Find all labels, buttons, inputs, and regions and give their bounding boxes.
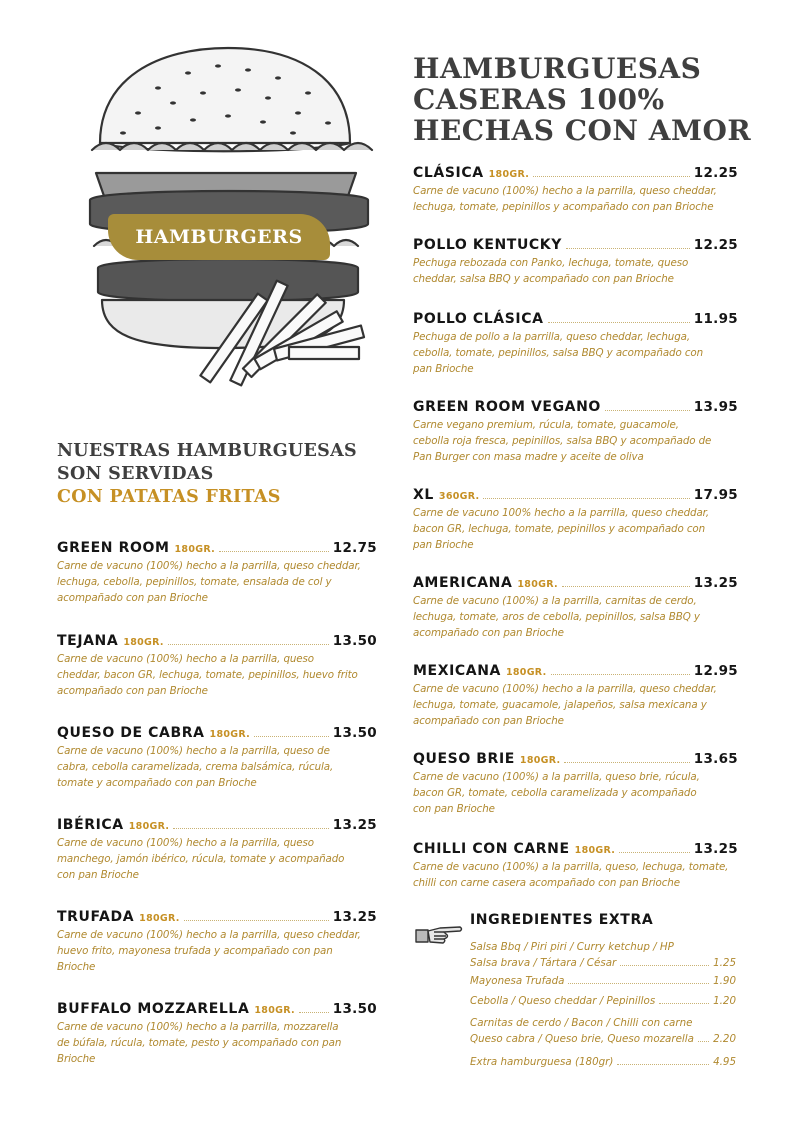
item-description: Carne de vacuno (100%) hecho a la parrilla, queso cheddar, lechuga, tomate, pepinillos y acompañado con pan Brioche: [413, 185, 717, 213]
item-description: Carne de vacuno (100%) hecho a la parrilla, queso cheddar, lechuga, cebolla, pepinillos, tomate, ensalada de col y acompañado con pan Brioche: [57, 560, 361, 604]
item-weight: 180GR.: [139, 913, 180, 924]
extra-item: Extra hamburguesa (180gr) 4.95: [470, 1056, 736, 1068]
item-price: 12.95: [693, 663, 738, 679]
extra-price: 2.20: [713, 1033, 736, 1045]
menu-item: [57, 540, 377, 606]
dot-leader: [173, 828, 329, 829]
item-description: Carne de vacuno (100%) a la parrilla, queso, lechuga, tomate, chilli con carne casera acompañado con pan Brioche: [413, 861, 729, 889]
item-price: 13.95: [693, 399, 738, 415]
item-price: 13.25: [693, 575, 738, 591]
dot-leader: [568, 983, 709, 984]
item-name: TRUFADA: [57, 909, 135, 925]
dot-leader: [168, 644, 329, 645]
menu-item: [413, 751, 738, 817]
item-description: Carne de vacuno 100% hecho a la parrilla, queso cheddar, bacon GR, lechuga, tomate, pepinillos y acompañado con pan Brioche: [413, 507, 710, 551]
dot-leader: [566, 248, 690, 249]
item-name: TEJANA: [57, 633, 119, 649]
dot-leader: [698, 1041, 709, 1042]
menu-item: [413, 399, 738, 465]
extra-price: 1.25: [713, 957, 736, 969]
item-weight: 180GR.: [574, 845, 616, 856]
extra-item: Mayonesa Trufada 1.90: [470, 975, 736, 987]
dot-leader: [254, 736, 329, 737]
item-name: CLÁSICA: [413, 165, 484, 181]
item-name: AMERICANA: [413, 575, 513, 591]
pointing-hand-icon: [414, 922, 464, 946]
item-weight: 180GR.: [517, 579, 558, 590]
extra-item: Carnitas de cerdo / Bacon / Chilli con carne Queso cabra / Queso brie, Queso mozarella 2.20: [470, 1017, 736, 1045]
item-name: MEXICANA: [413, 663, 501, 679]
dot-leader: [551, 674, 690, 675]
menu-item: [413, 165, 738, 215]
extra-price: 1.90: [713, 975, 736, 987]
extra-price: 1.20: [713, 995, 736, 1007]
menu-item: [413, 663, 738, 729]
menu-item: [413, 237, 738, 287]
item-weight: 180GR.: [209, 729, 251, 740]
item-description: Carne de vacuno (100%) hecho a la parrilla, queso manchego, jamón ibérico, rúcula, tomate y acompañado con pan Brioche: [57, 837, 345, 881]
menu-item: [413, 487, 738, 553]
item-name: POLLO KENTUCKY: [413, 237, 562, 253]
item-price: 13.50: [332, 725, 377, 741]
left-heading-line2: SON SERVIDAS: [57, 464, 214, 484]
item-description: Carne de vacuno (100%) a la parrilla, queso brie, rúcula, bacon GR, tomate, cebolla caramelizada y acompañado con pan Brioche: [413, 771, 700, 815]
left-heading-line1: NUESTRAS HAMBURGUESAS: [57, 441, 357, 461]
extras-title: INGREDIENTES EXTRA: [470, 912, 654, 928]
item-weight: 180GR.: [254, 1005, 295, 1016]
title-line3: HECHAS CON AMOR: [413, 114, 752, 147]
item-weight: 180GR.: [488, 169, 530, 180]
item-price: 17.95: [693, 487, 738, 503]
item-name: QUESO BRIE: [413, 751, 515, 767]
item-price: 12.75: [332, 540, 377, 556]
menu-item: [57, 909, 377, 975]
title-line2: CASERAS 100%: [413, 83, 665, 116]
dot-leader: [548, 322, 690, 323]
item-name: IBÉRICA: [57, 817, 124, 833]
item-price: 13.25: [332, 909, 377, 925]
extra-price: 4.95: [713, 1056, 736, 1068]
item-description: Pechuga de pollo a la parrilla, queso cheddar, lechuga, cebolla, tomate, pepinillos, salsa BBQ y acompañado con pan Brioche: [413, 331, 704, 375]
dot-leader: [562, 586, 690, 587]
item-weight: 360GR.: [438, 491, 480, 502]
dot-leader: [620, 965, 709, 966]
item-name: XL: [413, 487, 434, 503]
item-name: CHILLI CON CARNE: [413, 841, 570, 857]
item-price: 12.25: [693, 165, 738, 181]
page-title: [413, 53, 763, 146]
menu-item: [57, 633, 377, 699]
item-description: Carne de vacuno (100%) hecho a la parrilla, mozzarella de búfala, rúcula, tomate, pesto y acompañado con pan Brioche: [57, 1021, 342, 1065]
menu-item: [57, 1001, 377, 1067]
item-weight: 180GR.: [519, 755, 561, 766]
extra-item: Cebolla / Queso cheddar / Pepinillos 1.20: [470, 995, 736, 1007]
dot-leader: [619, 852, 690, 853]
item-name: BUFFALO MOZZARELLA: [57, 1001, 250, 1017]
item-price: 13.25: [332, 817, 377, 833]
item-price: 13.65: [693, 751, 738, 767]
item-description: Carne vegano premium, rúcula, tomate, guacamole, cebolla roja fresca, pepinillos, salsa BBQ y acompañado de Pan Burger con masa madre y aceite de oliva: [413, 419, 712, 463]
item-name: GREEN ROOM VEGANO: [413, 399, 601, 415]
item-description: Carne de vacuno (100%) hecho a la parrilla, queso de cabra, cebolla caramelizada, crema balsámica, rúcula, tomate y acompañado con pan Brioche: [57, 745, 334, 789]
item-description: Carne de vacuno (100%) a la parrilla, carnitas de cerdo, lechuga, tomate, aros de cebolla, pepinillos, salsa BBQ y acompañado con pan Brioche: [413, 595, 700, 639]
dot-leader: [184, 920, 329, 921]
item-weight: 180GR.: [128, 821, 170, 832]
item-price: 11.95: [693, 311, 738, 327]
menu-item: [57, 725, 377, 791]
dot-leader: [564, 762, 689, 763]
item-weight: 180GR.: [123, 637, 164, 648]
menu-item: [57, 817, 377, 883]
item-name: QUESO DE CABRA: [57, 725, 205, 741]
item-price: 13.50: [332, 1001, 377, 1017]
item-description: Carne de vacuno (100%) hecho a la parrilla, queso cheddar, huevo frito, mayonesa trufada y acompañado con pan Brioche: [57, 929, 361, 973]
dot-leader: [483, 498, 689, 499]
item-price: 12.25: [693, 237, 738, 253]
dot-leader: [299, 1012, 329, 1013]
hamburgers-badge: HAMBURGERS: [108, 214, 330, 260]
item-description: Pechuga rebozada con Panko, lechuga, tomate, queso cheddar, salsa BBQ y acompañado con pan Brioche: [413, 257, 689, 285]
left-section-heading: [57, 440, 397, 509]
left-heading-line3: CON PATATAS FRITAS: [57, 487, 281, 507]
menu-item: [413, 841, 738, 891]
dot-leader: [533, 176, 690, 177]
item-weight: 180GR.: [174, 544, 216, 555]
dot-leader: [605, 410, 690, 411]
dot-leader: [219, 551, 329, 552]
dot-leader: [659, 1003, 709, 1004]
extra-item: Salsa Bbq / Piri piri / Curry ketchup / HP Salsa brava / Tártara / César 1.25: [470, 941, 736, 969]
item-name: POLLO CLÁSICA: [413, 311, 544, 327]
item-description: Carne de vacuno (100%) hecho a la parrilla, queso cheddar, bacon GR, lechuga, tomate, pepinillos, huevo frito acompañado con pan Brioche: [57, 653, 358, 697]
dot-leader: [617, 1064, 709, 1065]
item-price: 13.25: [693, 841, 738, 857]
item-price: 13.50: [332, 633, 377, 649]
item-description: Carne de vacuno (100%) hecho a la parrilla, queso cheddar, lechuga, tomate, guacamole, jalapeños, salsa mexicana y acompañado con pan Brioche: [413, 683, 717, 727]
item-weight: 180GR.: [505, 667, 547, 678]
item-name: GREEN ROOM: [57, 540, 170, 556]
menu-item: [413, 311, 738, 377]
menu-item: [413, 575, 738, 641]
title-line1: HAMBURGUESAS: [413, 52, 702, 85]
